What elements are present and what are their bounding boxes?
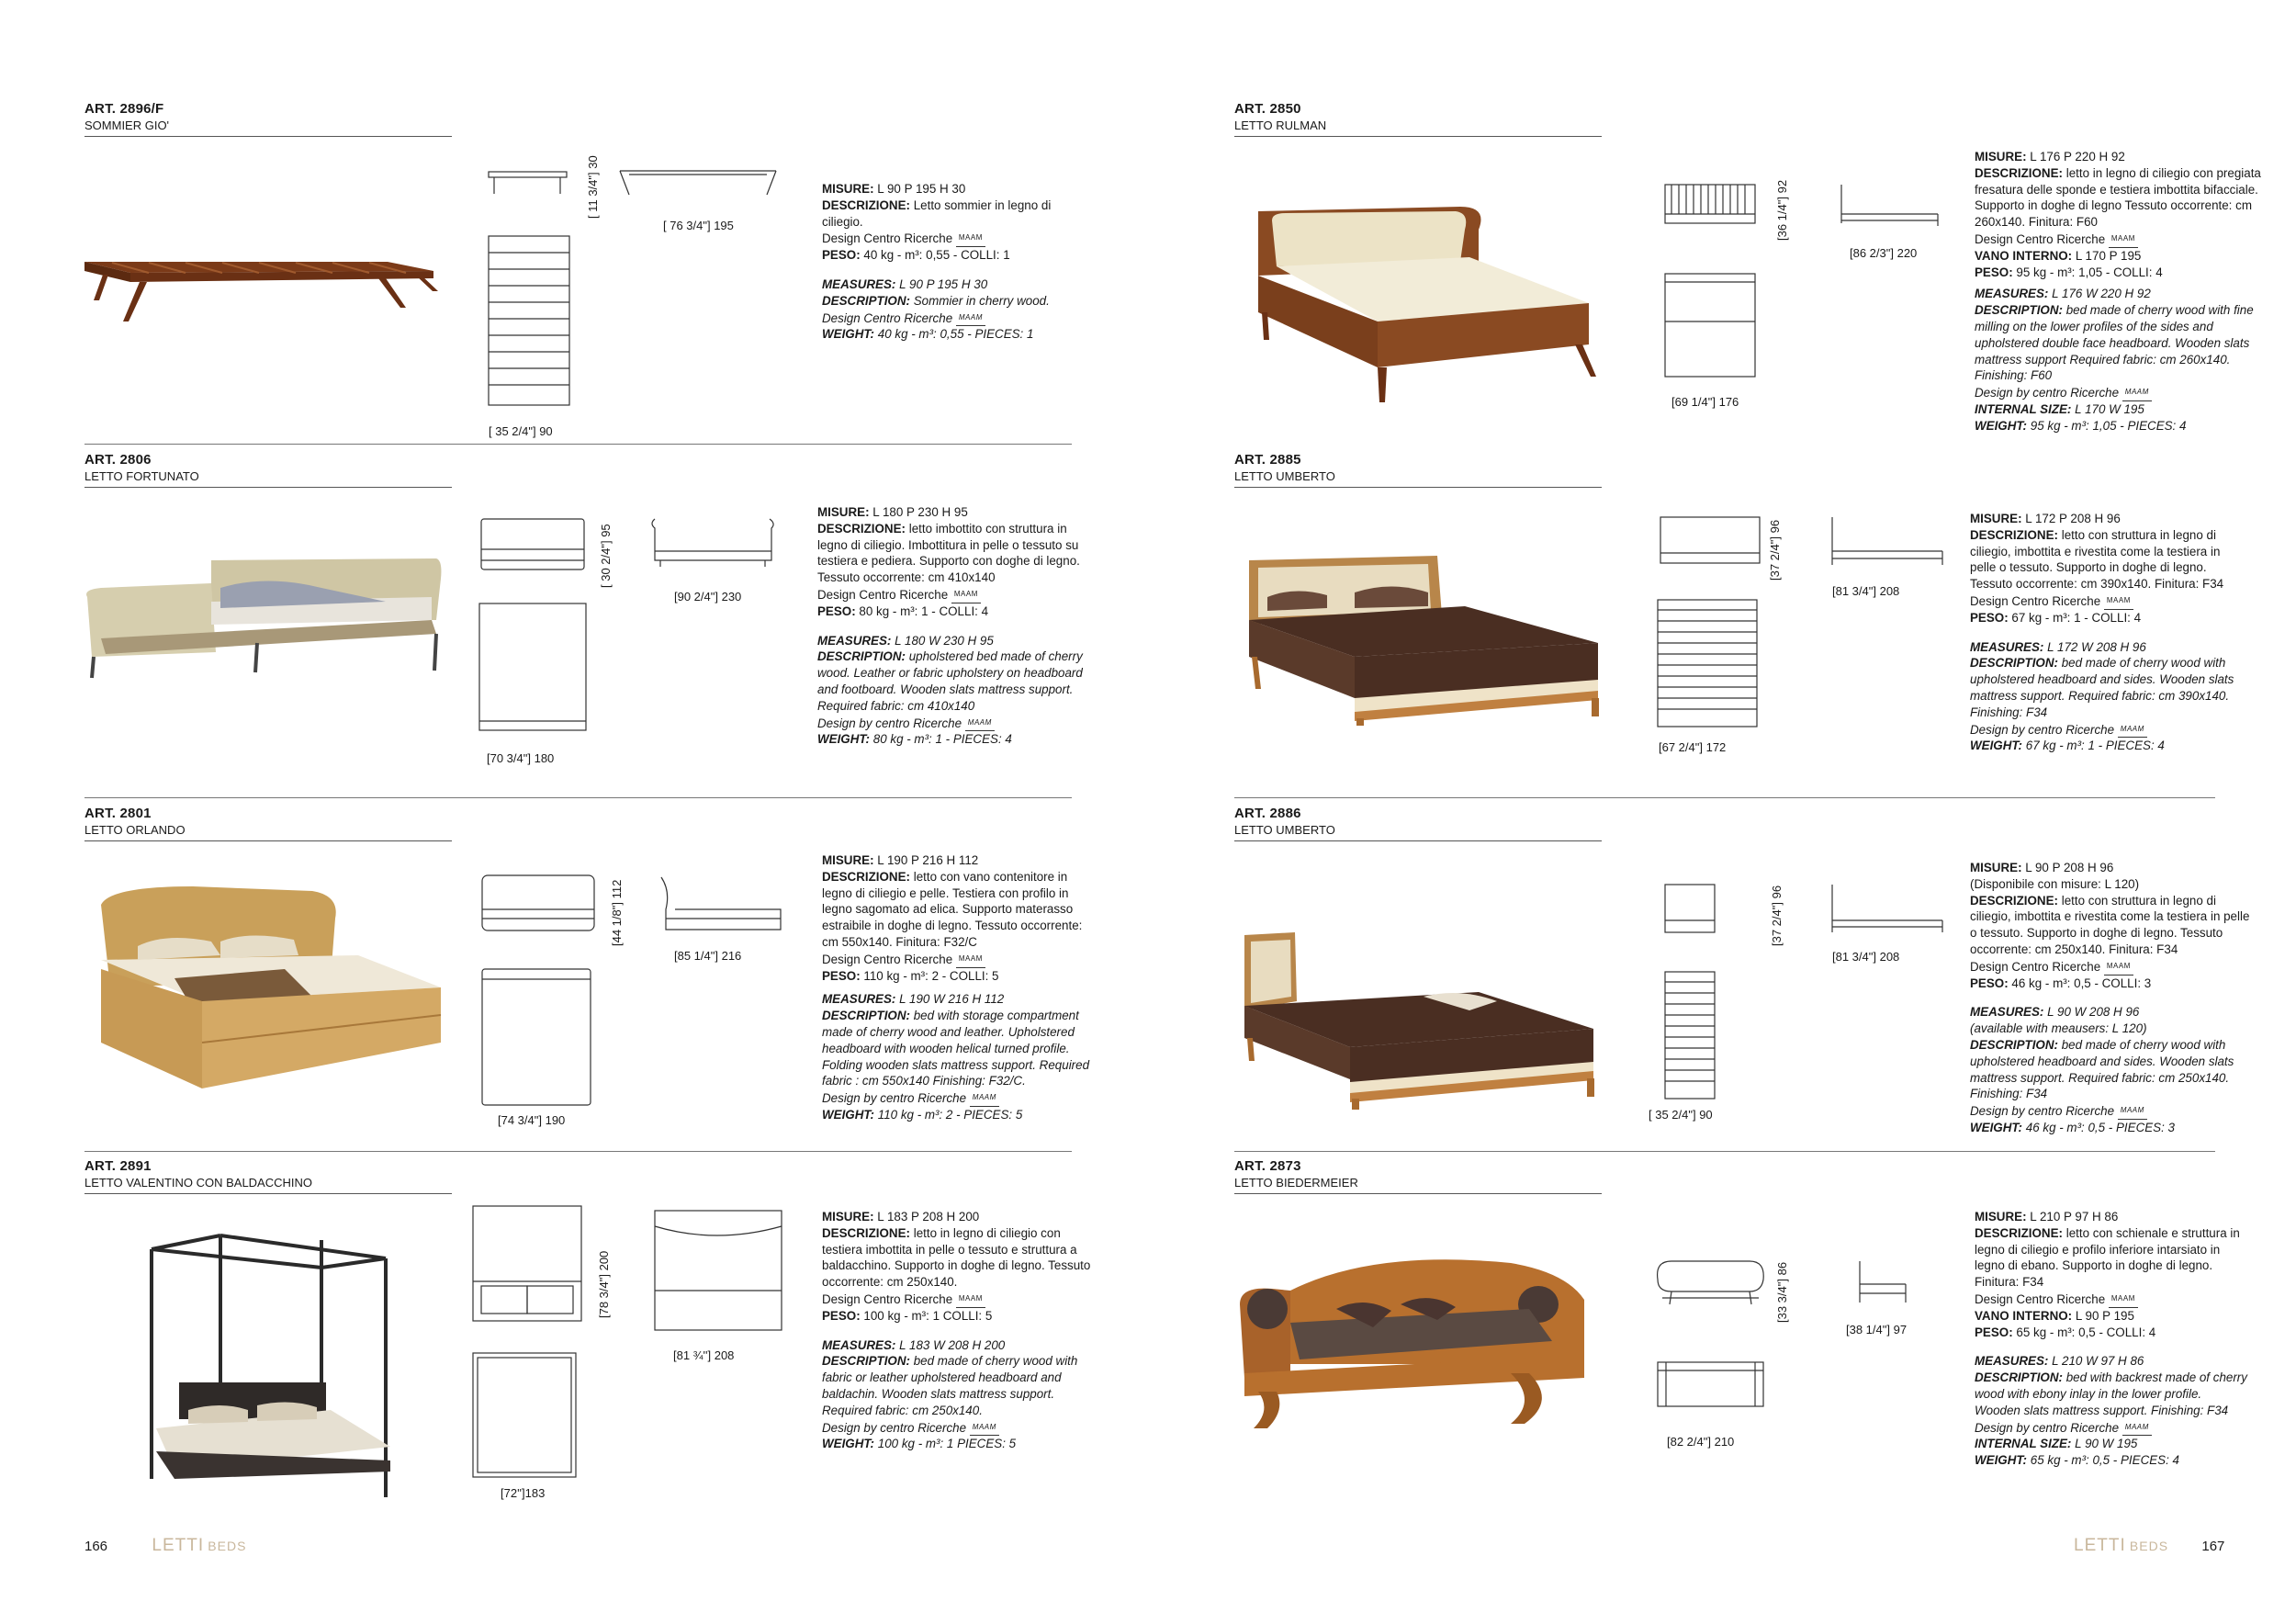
line-drawing-front [487,170,569,197]
dimension-height: [78 3/4"] 200 [597,1250,611,1318]
line-drawing-top [1662,271,1759,381]
entry-header [1234,101,1602,137]
dimension-depth: [86 2/3"] 220 [1850,246,1918,260]
line-drawing-top [1655,597,1761,730]
line-drawing-front [479,516,590,576]
product-photo [83,551,445,680]
article-number: ART. 2801 [84,806,152,821]
dimension-height: [37 2/4"] 96 [1770,885,1784,946]
entry-header [1234,1158,1602,1194]
page-number: 166 [84,1539,108,1554]
section-title: LETTI [2074,1536,2126,1555]
product-description: MISURE: L 172 P 208 H 96 DESCRIZIONE: letto con struttura in legno di ciliegio, imbottita e rivestita come la testiera in pelle o tessuto. Supporto in doghe di legno. Tessuto occorrente: cm 390x140. Finitura: F34 Design Centro Ricerche MAAM PESO: 67 kg - m³: 1 - COLLI: 4 MEASURES: L 172 W 208 H 96 DESCRIPTION: bed made of cherry wood with upholstered headboard and sides. Wooden slats mattress support. Required fabric: cm 390x140. Finishing: F34 Design by centro Ricerche MAAM WEIGHT: 67 kg - m³: 1 - PIECES: 4 [1970,512,2234,753]
article-name: LETTO BIEDERMEIER [1234,1176,1602,1194]
line-drawing-front [479,873,599,937]
product-photo [75,234,443,326]
entry-header [1234,806,1602,841]
article-number: ART. 2891 [84,1158,152,1174]
product-photo [1249,193,1598,404]
dimension-width: [70 3/4"] 180 [487,751,555,765]
dimension-height: [44 1/8"] 112 [610,879,624,946]
article-number: ART. 2886 [1234,806,1301,821]
section-title: LETTI [152,1536,205,1555]
divider [84,1151,1072,1152]
product-description: MISURE: L 210 P 97 H 86 DESCRIZIONE: letto con schienale e struttura in legno di ciliegio e profilo inferiore intarsiato in legno di ebano. Supporto in doghe di legno. Finitura: F34 Design Centro Ricerche MAAM VANO INTERNO: L 90 P 195 PESO: 65 kg - m³: 0,5 - COLLI: 4 MEASURES: L 210 W 97 H 86 DESCRIPTION: bed with backrest made of cherry wood with ebony inlay in the lower profile. Wooden slats mattress support. Finishing: F34 Design by centro Ricerche MAAM INTERNAL SIZE: L 90 W 195 WEIGHT: 65 kg - m³: 0,5 - PIECES: 4 [1975,1210,2247,1468]
product-photo [138,1231,404,1506]
product-description: MISURE: L 90 P 195 H 30 DESCRIZIONE: Letto sommier in legno di ciliegio. Design Centro Ricerche MAAM PESO: 40 kg - m³: 0,55 - COLLI: 1 MEASURES: L 90 P 195 H 30 DESCRIPTION: Sommier in cherry wood. Design Centro Ricerche MAAM WEIGHT: 40 kg - m³: 0,55 - PIECES: 1 [822,182,1052,342]
dimension-width: [82 2/4"] 210 [1667,1435,1735,1449]
article-number: ART. 2806 [84,452,152,468]
line-drawing-side [1828,882,1947,937]
line-drawing-top [1662,969,1717,1102]
article-name: LETTO VALENTINO CON BALDACCHINO [84,1176,452,1194]
article-name: LETTO RULMAN [1234,118,1602,137]
article-number: ART. 2885 [1234,452,1301,468]
product-description: MISURE: L 90 P 208 H 96 (Disponibile con misure: L 120) DESCRIZIONE: letto con struttura in legno di ciliegio, imbottita e rivestita come la testiera in pelle o tessuto. Supporto in doghe di legno. Tessuto occorrente: cm 250x140. Finitura: F34 Design Centro Ricerche MAAM PESO: 46 kg - m³: 0,5 - COLLI: 3 MEASURES: L 90 W 208 H 96 (available with meausers: L 120) DESCRIPTION: bed made of cherry wood with upholstered headboard and sides. Wooden slats mattress support. Required fabric: cm 250x140. Finishing: F34 Design by centro Ricerche MAAM WEIGHT: 46 kg - m³: 0,5 - PIECES: 3 [1970,861,2250,1134]
page-footer [84,1536,246,1556]
dimension-depth: [81 3/4"] 208 [1832,584,1900,598]
divider [1234,797,2215,798]
dimension-height: [36 1/4"] 92 [1775,179,1789,241]
dimension-depth: [90 2/4"] 230 [674,590,742,603]
entry-header [84,1158,452,1194]
right-page [1148,0,2296,1624]
product-description: MISURE: L 190 P 216 H 112 DESCRIZIONE: letto con vano contenitore in legno di ciliegio e pelle. Testiera con profilo in legno sagomato ad elica. Supporto materasso estraibile in doghe di legno. Tessuto occorrente: cm 550x140. Finitura: F32/C Design Centro Ricerche MAAM PESO: 110 kg - m³: 2 - COLLI: 5 MEASURES: L 190 W 216 H 112 DESCRIPTION: bed with storage compartment made of cherry wood and leather. Upholstered headboard with wooden helical turned profile. Folding wooden slats mattress support. Required fabric : cm 550x140 Finishing: F32/C. Design by centro Ricerche MAAM WEIGHT: 110 kg - m³: 2 - PIECES: 5 [822,853,1090,1122]
page-footer [2074,1536,2224,1556]
dimension-width: [ 35 2/4"] 90 [489,424,553,438]
line-drawing-side [652,1208,785,1336]
line-drawing-front [1653,1257,1768,1307]
line-drawing-side [657,873,785,937]
section-subtitle: BEDS [2129,1539,2169,1553]
line-drawing-front [1662,882,1717,937]
line-drawing-top [487,234,574,409]
article-name: LETTO UMBERTO [1234,469,1602,488]
dimension-height: [ 30 2/4"] 95 [599,524,613,588]
product-photo [1240,928,1598,1111]
dimension-width: [72'']183 [501,1486,546,1500]
entry-header [84,806,452,841]
divider [84,797,1072,798]
dimension-depth: [81 3/4"] 208 [1832,950,1900,964]
article-number: ART. 2850 [1234,101,1301,117]
line-drawing-top [478,602,590,735]
line-drawing-front [470,1203,585,1327]
line-drawing-side [1837,182,1942,228]
dimension-height: [33 3/4"] 86 [1775,1261,1789,1323]
product-photo [1244,551,1603,726]
dimension-width: [69 1/4"] 176 [1671,395,1739,409]
product-photo [83,877,450,1098]
dimension-depth: [81 ¾''] 208 [673,1348,735,1362]
dimension-depth: [85 1/4"] 216 [674,949,742,963]
line-drawing-front [1658,514,1763,570]
entry-header [1234,452,1602,488]
product-description: MISURE: L 180 P 230 H 95 DESCRIZIONE: letto imbottito con struttura in legno di ciliegio. Imbottitura in pelle o tessuto su testiera e pediera. Supporto con doghe di legno. Tessuto occorrente: cm 410x140 Design Centro Ricerche MAAM PESO: 80 kg - m³: 1 - COLLI: 4 MEASURES: L 180 W 230 H 95 DESCRIPTION: upholstered bed made of cherry wood. Leather or fabric upholstery on headboard and footboard. Wooden slats mattress support. Required fabric: cm 410x140 Design by centro Ricerche MAAM WEIGHT: 80 kg - m³: 1 - PIECES: 4 [817,505,1083,747]
dimension-height: [37 2/4"] 96 [1768,519,1782,581]
article-name: SOMMIER GIO' [84,118,452,137]
dimension-depth: [ 76 3/4"] 195 [663,219,734,232]
entry-header [84,452,452,488]
line-drawing-top [1653,1358,1768,1413]
line-drawing-side [647,514,776,570]
line-drawing-front [1662,182,1759,228]
dimension-width: [ 35 2/4"] 90 [1649,1108,1713,1122]
article-name: LETTO FORTUNATO [84,469,452,488]
dimension-depth: [38 1/4"] 97 [1846,1323,1908,1336]
article-number: ART. 2873 [1234,1158,1301,1174]
line-drawing-top [479,966,594,1109]
line-drawing-top [470,1350,580,1483]
dimension-height: [ 11 3/4"] 30 [586,155,600,219]
product-description: MISURE: L 176 P 220 H 92 DESCRIZIONE: letto in legno di ciliegio con pregiata fresatura delle sponde e testiera imbottita bifacciale. Supporto in doghe di legno Tessuto occorrente: cm 260x140. Finitura: F60 Design Centro Ricerche MAAM VANO INTERNO: L 170 P 195 PESO: 95 kg - m³: 1,05 - COLLI: 4 MEASURES: L 176 W 220 H 92 DESCRIPTION: bed made of cherry wood with fine milling on the lower profiles of the sides and upholstered double face headboard. Wooden slats mattress support Required fabric: cm 260x140. Finishing: F60 Design by centro Ricerche MAAM INTERNAL SIZE: L 170 W 195 WEIGHT: 95 kg - m³: 1,05 - PIECES: 4 [1975,150,2261,433]
line-drawing-side [1828,514,1947,570]
divider [84,444,1072,445]
article-name: LETTO UMBERTO [1234,823,1602,841]
dimension-width: [67 2/4"] 172 [1659,740,1727,754]
product-photo [1235,1254,1603,1433]
article-name: LETTO ORLANDO [84,823,452,841]
product-description: MISURE: L 183 P 208 H 200 DESCRIZIONE: letto in legno di ciliegio con testiera imbottita in pelle o tessuto e struttura a baldacchino. Supporto in doghe di legno. Tessuto occorrente: cm 250x140. Design Centro Ricerche MAAM PESO: 100 kg - m³: 1 COLLI: 5 MEASURES: L 183 W 208 H 200 DESCRIPTION: bed made of cherry wood with fabric or leather upholstered headboard and baldachin. Wooden slats mattress support. Required fabric: cm 250x140. Design by centro Ricerche MAAM WEIGHT: 100 kg - m³: 1 PIECES: 5 [822,1210,1091,1451]
section-subtitle: BEDS [208,1539,247,1553]
divider [1234,1151,2215,1152]
page-number: 167 [2201,1539,2225,1554]
line-drawing-side [1855,1257,1910,1307]
article-number: ART. 2896/F [84,101,164,117]
line-drawing-side [615,167,781,204]
dimension-width: [74 3/4"] 190 [498,1113,566,1127]
entry-header [84,101,452,137]
